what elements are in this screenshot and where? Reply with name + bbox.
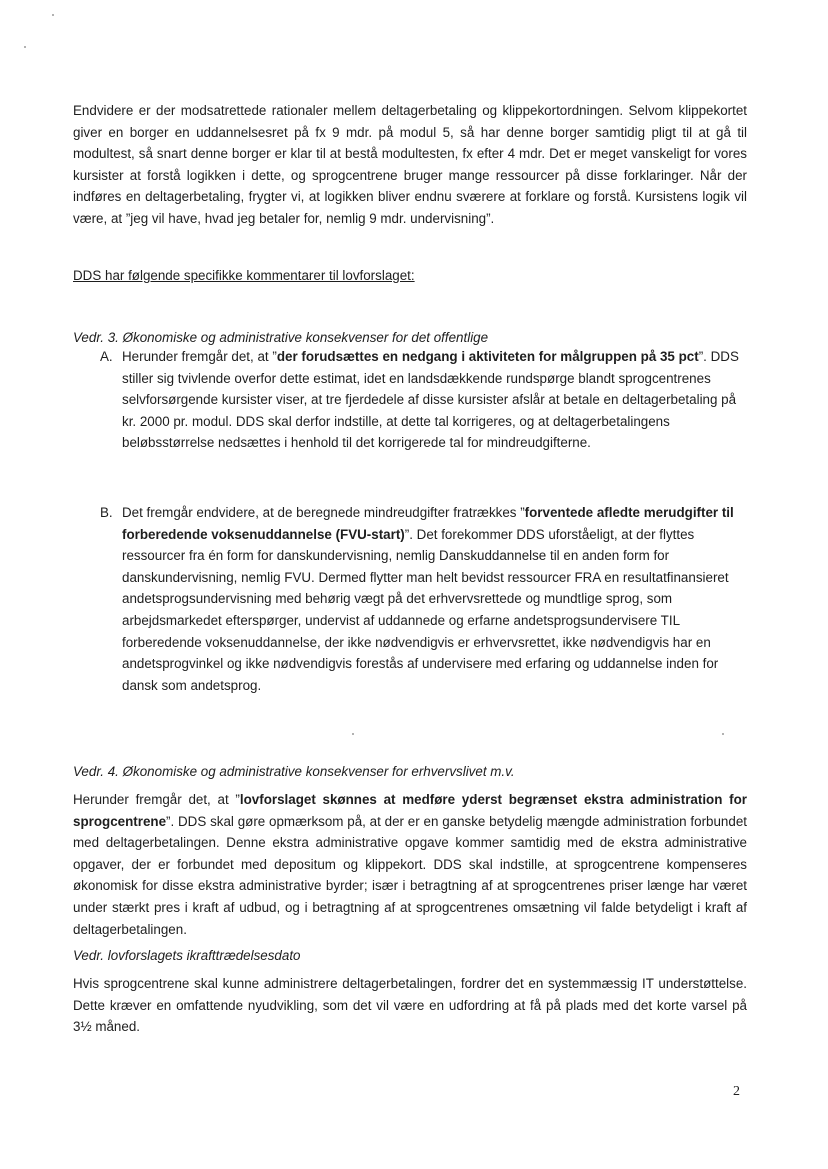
effective-date-title: Vedr. lovforslagets ikrafttrædelsesdato [73, 948, 301, 963]
list-item-b [100, 502, 740, 696]
list-item-b-bold: forventede afledte merudgifter til forberedende voksenuddannelse (FVU-start) [122, 505, 734, 542]
list-marker-a: A. [100, 349, 113, 364]
intro-paragraph: Endvidere er der modsatrettede rationaler mellem deltagerbetaling og klippekortordningen. Selvom klippekortet giver en borger en uddannelsesret på fx 9 mdr. på modul 5, så har denne borger samtidig pligt til at gå til modultest, så snart denne borger er klar til at bestå modultesten, fx efter 4 mdr. Det er meget vanskeligt for vores kursister at forstå logikken i dette, og sprogcentrene bruger mange ressourcer på disse forklaringer. Når der indføres en deltagerbetaling, frygter vi, at logikken bliver endnu sværere at forklare og forstå. Kursistens logik vil være, at ”jeg vil have, hvad jeg betaler for, nemlig 9 mdr. undervisning”. [73, 103, 747, 226]
section-heading: DDS har følgende specifikke kommentarer til lovforslaget: [73, 268, 415, 283]
list-item-a-text: Herunder fremgår det, at ”der forudsættes en nedgang i aktiviteten for målgruppen på 35 pct”. DDS stiller sig tvivlende overfor dette estimat, idet en landsdækkende rundspørge blandt sprogcentrenes selvforsørgende kursister viser, at tre fjerdedele af disse kursister afslår at betale en deltagerbetaling på kr. 2000 pr. modul. DDS skal derfor indstille, at dette tal korrigeres, og at deltagerbetalingens beløbsstørrelse nedsættes i henhold til det korrigerede tal for mindreudgifterne. [122, 349, 739, 451]
scan-speck [722, 733, 724, 735]
scan-speck [52, 14, 54, 16]
list-item-a [100, 346, 740, 454]
list-item-b-text: Det fremgår endvidere, at de beregnede mindreudgifter fratrækkes ”forventede afledte merudgifter til forberedende voksenuddannelse (FVU-start)”. Det forekommer DDS uforståeligt, at der flyttes ressourcer fra én form for danskundervisning, nemlig Danskuddannelse til en anden form for danskundervisning, nemlig FVU. Dermed flytter man helt bevidst ressourcer FRA en resultatfinansieret andetsprogsundervisning med behørig vægt på det erhvervsrettede og mundtlige sprog, som arbejdsmarkedet efterspørger, undervist af uddannede og erfarne andetsprogsundervisere TIL forberedende voksenuddannelse, der ikke nødvendigvis er erhvervsrettet, ikke nødvendigvis har en andetsprogvinkel og ikke nødvendigvis forestås af undervisere med erfaring og uddannelse inden for dansk som andetsprog. [122, 505, 734, 693]
list-item-a-bold: der forudsættes en nedgang i aktiviteten for målgruppen på 35 pct [276, 349, 699, 364]
section4-bold: lovforslaget skønnes at medføre yderst begrænset ekstra administration for sprogcentrene [73, 792, 747, 829]
scan-speck [352, 733, 354, 735]
page-number: 2 [733, 1084, 740, 1099]
section4-paragraph: Herunder fremgår det, at ”lovforslaget skønnes at medføre yderst begrænset ekstra administration for sprogcentrene”. DDS skal gøre opmærksom på, at der er en ganske betydelig mængde administration forbundet med deltagerbetalingen. Denne ekstra administrative opgave kommer samtidig med de ekstra administrative opgaver, der er forbundet med depositum og klippekort. DDS skal indstille, at sprogcentrene kompenseres økonomisk for disse ekstra administrative byrder; især i betragtning af at sprogcentrenes priser længe har været under stærkt pres i kraft af udbud, og i betragtning af at sprogcentrenes omsætning vil falde betydeligt i kraft af deltagerbetalingen. [73, 792, 747, 937]
effective-date-paragraph: Hvis sprogcentrene skal kunne administrere deltagerbetalingen, fordrer det en systemmæssig IT understøttelse. Dette kræver en omfattende nyudvikling, som det vil være en udfordring at få på plads med det korte varsel på 3½ måned. [73, 976, 747, 1035]
section3-title: Vedr. 3. Økonomiske og administrative konsekvenser for det offentlige [73, 330, 489, 345]
scan-speck [24, 46, 26, 48]
section4-title: Vedr. 4. Økonomiske og administrative konsekvenser for erhvervslivet m.v. [73, 764, 515, 779]
list-marker-b: B. [100, 505, 113, 520]
